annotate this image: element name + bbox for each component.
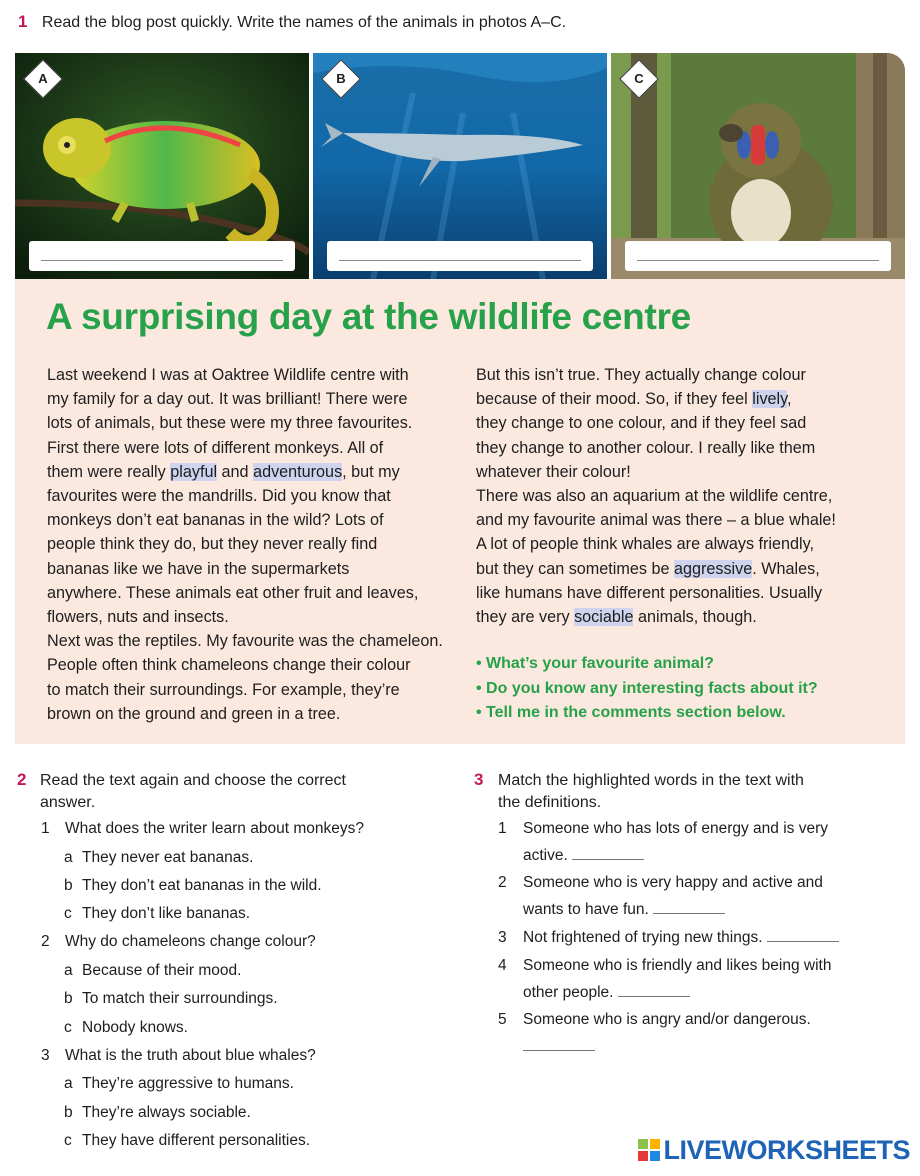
highlighted-word: sociable [574,608,634,627]
answer-option[interactable]: c Nobody knows. [64,1018,188,1036]
answer-blank[interactable] [572,859,644,860]
question: 3 What is the truth about blue whales? [41,1046,316,1064]
blog-line: Next was the reptiles. My favourite was the chameleon. [47,632,443,651]
bullet-item: • What’s your favourite animal? [476,655,714,672]
blog-line: But this isn’t true. They actually change colour [476,366,806,384]
photo-a [15,53,309,279]
highlighted-word: playful [170,462,218,481]
answer-option[interactable]: a They’re aggressive to humans. [64,1075,294,1093]
definition-line: 1 Someone who has lots of energy and is very [498,820,829,837]
exercise-1-instruction: Read the blog post quickly. Write the names of the animals in photos A–C. [41,14,567,31]
answer-option[interactable]: a Because of their mood. [64,961,242,979]
blog-line: they are very sociable animals, though. [476,608,757,627]
definition-line [498,1038,595,1056]
photo-c [611,53,905,279]
definition-line: 4 Someone who is friendly and likes being with [498,957,832,974]
exercise-3-header [474,770,483,790]
blog-line: There was also an aquarium at the wildlife centre, [476,487,833,506]
bullet-item: • Do you know any interesting facts about it? [476,679,818,697]
exercise-3-number: 3 [474,770,484,789]
answer-option[interactable]: b They don’t eat bananas in the wild. [64,876,322,894]
blog-line: monkeys don’t eat bananas in the wild? Lots of [47,511,384,530]
photo-b [313,53,607,279]
exercise-2-instruction: Read the text again and choose the correct answer. [40,772,346,811]
blog-line: people think they do, but they never really find [47,535,378,554]
liveworksheets-logo-icon [638,1139,660,1161]
definition-line: 2 Someone who is very happy and active and [498,874,823,891]
photo-b-badge: B [321,59,361,99]
answer-blank[interactable] [523,1038,595,1051]
definition-line: 3 Not frightened of trying new things. [498,929,839,947]
answer-option[interactable]: c They don’t like bananas. [64,905,251,923]
photo-a-answer-box[interactable] [29,241,295,271]
blog-line: because of their mood. So, if they feel lively, [476,390,792,409]
blog-line: favourites were the mandrills. Did you know that [47,487,391,506]
blog-line: and my favourite animal was there – a blue whale! [476,511,836,530]
answer-option[interactable]: a They never eat bananas. [64,848,254,866]
answer-blank[interactable] [653,913,725,914]
blog-line: lots of animals, but these were my three favourites. [47,414,413,433]
definition-line: other people. [498,984,690,1002]
answer-option[interactable]: c They have different personalities. [64,1131,311,1149]
blog-line: they change to another colour. I really like them [476,438,816,457]
blog-line: brown on the ground and green in a tree. [47,704,341,723]
exercise-1-number: 1 [18,12,28,31]
blog-line: but they can sometimes be aggressive. Whales, [476,559,820,578]
highlighted-word: lively [752,390,788,409]
answer-blank[interactable] [767,941,839,942]
bullet-item: • Tell me in the comments section below. [476,704,786,721]
blog-title: A surprising day at the wildlife centre [46,296,691,337]
exercise-2-number: 2 [17,770,27,789]
question: 1 What does the writer learn about monkeys? [41,820,364,837]
definition-line: wants to have fun. [498,901,725,919]
blog-line: anywhere. These animals eat other fruit and leaves, [47,583,419,602]
blog-line: them were really playful and adventurous, but my [47,462,400,481]
blog-line: my family for a day out. It was brilliant! There were [47,390,408,409]
blog-line: A lot of people think whales are always friendly, [476,535,815,554]
blog-line: to match their surroundings. For example, they’re [47,680,400,699]
definition-line: 5 Someone who is angry and/or dangerous. [498,1011,811,1028]
blog-line: People often think chameleons change their colour [47,656,411,675]
blog-line: Last weekend I was at Oaktree Wildlife centre with [47,366,409,384]
photo-a-badge: A [23,59,63,99]
blog-bullets [476,652,818,726]
blog-line: they change to one colour, and if they feel sad [476,414,807,433]
photo-c-answer-box[interactable] [625,241,891,271]
question: 2 Why do chameleons change colour? [41,933,316,951]
highlighted-word: adventurous [253,462,343,481]
photo-b-answer-box[interactable] [327,241,593,271]
photo-c-badge: C [619,59,659,99]
exercise-2-header [17,770,26,790]
blog-line: bananas like we have in the supermarkets [47,559,350,578]
blog-left-column [47,363,443,726]
blog-line: whatever their colour! [476,462,631,481]
answer-blank[interactable] [618,996,690,997]
blog-line: like humans have different personalities. Usually [476,583,823,602]
blog-right-column [476,363,836,629]
definition-line: active. [498,847,644,865]
exercise-1-header [18,12,566,34]
blog-line: flowers, nuts and insects. [47,608,229,627]
liveworksheets-logo: LIVEWORKSHEETS [638,1135,910,1166]
exercise-3-instruction: Match the highlighted words in the text with the definitions. [498,772,804,811]
answer-option[interactable]: b To match their surroundings. [64,990,278,1008]
highlighted-word: aggressive [673,559,753,578]
answer-option[interactable]: b They’re always sociable. [64,1103,251,1121]
blog-line: First there were lots of different monkeys. All of [47,438,384,457]
